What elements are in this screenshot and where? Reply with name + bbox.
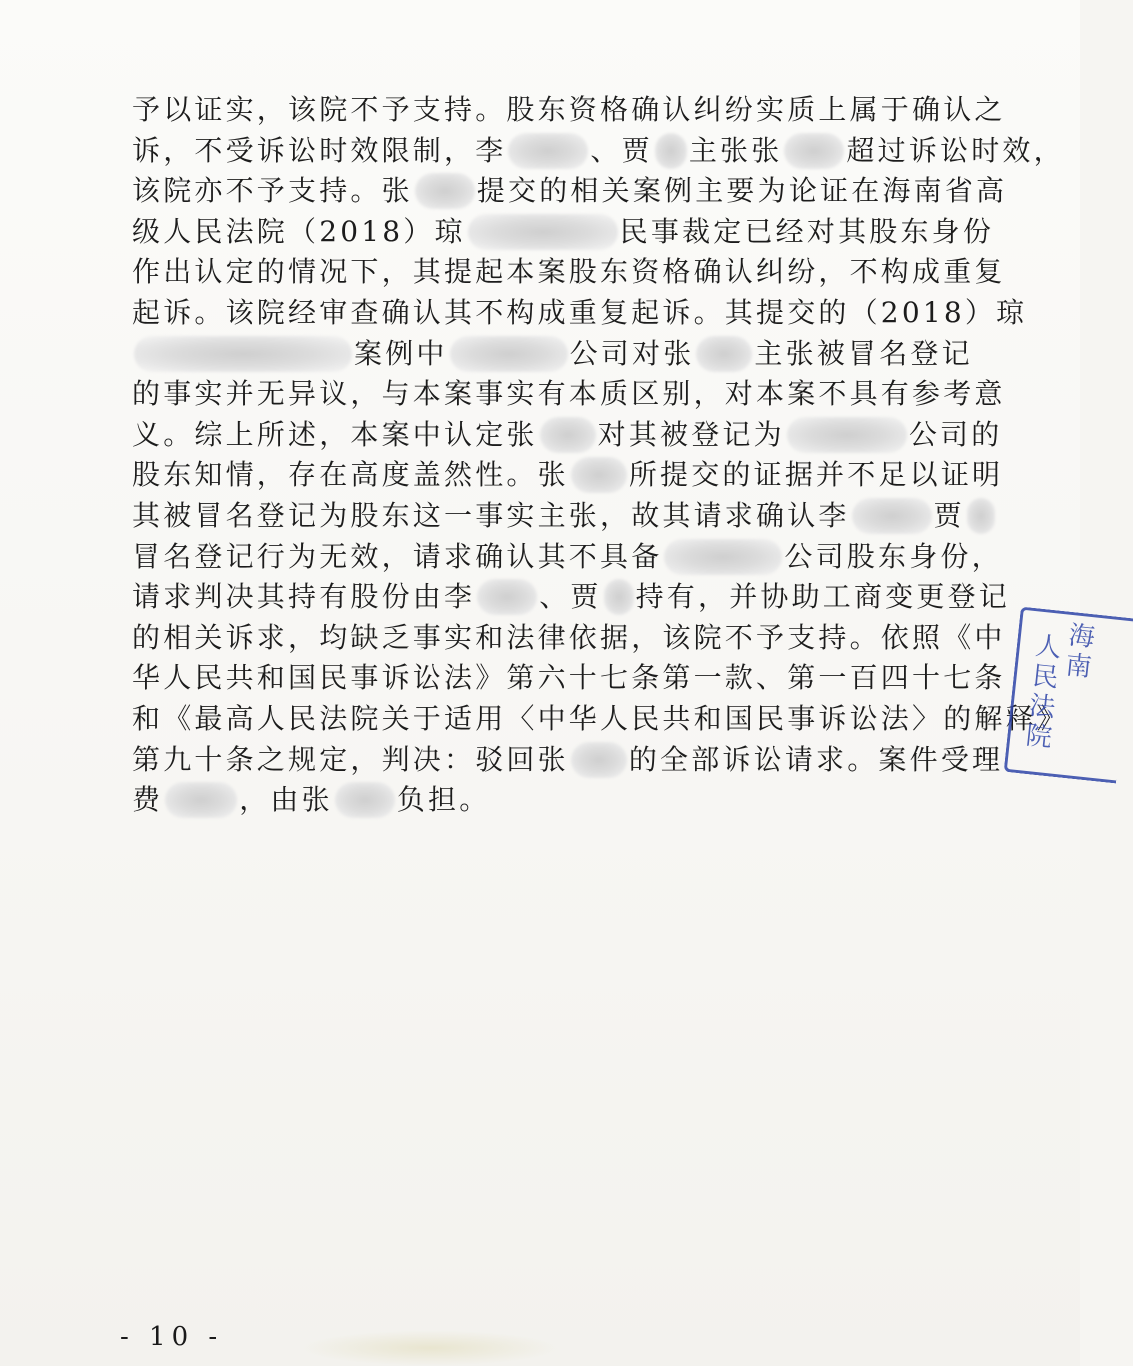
- redaction-blur: [450, 336, 568, 372]
- text-segment: 公司股东身份，: [784, 539, 1003, 573]
- text-line: [132, 415, 1002, 455]
- text-line: [132, 577, 1010, 617]
- seal-text-1: 海南: [1059, 620, 1096, 684]
- text-line: [132, 699, 1068, 739]
- text-segment: 持有，并协助工商变更登记: [635, 580, 1011, 614]
- text-segment: 第九十条之规定，判决：驳回张: [132, 742, 569, 776]
- text-line: [132, 171, 1007, 211]
- text-segment: 主张张: [688, 133, 783, 167]
- text-segment: 华人民共和国民事诉讼法》第六十七条第一款、第一百四十七条: [132, 661, 1006, 695]
- redaction-blur: [604, 579, 634, 615]
- text-segment: 该院亦不予支持。张: [132, 174, 413, 208]
- text-segment: 负担。: [396, 783, 491, 817]
- text-segment: 诉，不受诉讼时效限制，李: [132, 133, 507, 167]
- text-line: [132, 740, 1003, 780]
- text-line: [132, 90, 1006, 130]
- text-segment: 冒名登记行为无效，请求确认其不具备: [132, 539, 663, 573]
- text-segment: 主张被冒名登记: [754, 336, 973, 370]
- text-line: [132, 212, 994, 252]
- text-line: [132, 618, 1006, 658]
- text-segment: 级人民法院（2018）琼: [132, 214, 466, 248]
- redaction-blur: [415, 173, 475, 209]
- text-segment: 股东知情，存在高度盖然性。张: [132, 458, 569, 492]
- text-segment: 的相关诉求，均缺乏事实和法律依据，该院不予支持。依照《中: [132, 620, 1006, 654]
- redaction-blur: [696, 336, 752, 372]
- seal-text-2: 人民法院: [1019, 630, 1063, 754]
- redaction-blur: [571, 742, 627, 778]
- redaction-blur: [664, 539, 782, 575]
- text-segment: 、贾: [539, 580, 602, 614]
- redaction-blur: [655, 133, 687, 169]
- text-segment: 予以证实，该院不予支持。股东资格确认纠纷实质上属于确认之: [132, 93, 1006, 126]
- redaction-blur: [571, 457, 627, 493]
- scan-shadow: [300, 1330, 560, 1366]
- text-segment: 、贾: [590, 133, 653, 167]
- text-segment: 起诉。该院经审查确认其不构成重复起诉。其提交的（2018）琼: [132, 296, 1028, 329]
- text-segment: 提交的相关案例主要为论证在海南省高: [476, 174, 1008, 208]
- text-line: [132, 455, 1003, 495]
- text-segment: ，由张: [239, 783, 333, 817]
- text-segment: 民事裁定已经对其股东身份: [619, 214, 995, 248]
- court-seal-stamp: [1004, 607, 1133, 784]
- text-line: [132, 334, 973, 374]
- text-segment: 作出认定的情况下，其提起本案股东资格确认纠纷，不构成重复: [132, 255, 1006, 289]
- redaction-blur: [784, 133, 844, 169]
- redaction-blur: [335, 782, 395, 818]
- text-line: [132, 496, 997, 536]
- text-segment: 的事实并无异议，与本案事实有本质区别，对本案不具有参考意: [132, 377, 1006, 411]
- text-line: [132, 293, 1027, 333]
- text-segment: 费: [132, 783, 164, 817]
- page-number: - 10 -: [120, 1322, 224, 1352]
- text-segment: 公司对张: [569, 336, 695, 370]
- redaction-blur: [134, 336, 352, 372]
- text-segment: 贾: [933, 499, 965, 532]
- redaction-blur: [508, 133, 588, 169]
- text-segment: 请求判决其持有股份由李: [132, 580, 476, 614]
- redaction-blur: [165, 782, 237, 818]
- text-segment: 所提交的证据并不足以证明: [628, 458, 1004, 492]
- text-line: [132, 537, 1003, 577]
- redaction-blur: [967, 498, 995, 534]
- text-line: [132, 780, 490, 820]
- redaction-blur: [787, 417, 907, 453]
- redaction-blur: [540, 417, 596, 453]
- text-segment: 案例中: [354, 336, 448, 370]
- text-segment: 超过诉讼时效，: [846, 133, 1065, 167]
- text-line: [132, 658, 1006, 698]
- text-segment: 其被冒名登记为股东这一事实主张，故其请求确认李: [132, 499, 850, 532]
- text-segment: 对其被登记为: [597, 417, 785, 451]
- text-line: [132, 131, 1065, 171]
- text-line: [132, 374, 1006, 414]
- text-segment: 义。综上所述，本案中认定张: [132, 417, 538, 451]
- text-segment: 的全部诉讼请求。案件受理: [628, 742, 1004, 776]
- redaction-blur: [477, 579, 537, 615]
- text-segment: 和《最高人民法院关于适用〈中华人民共和国民事诉讼法〉的解释》: [132, 702, 1069, 735]
- text-segment: 公司的: [908, 417, 1003, 451]
- redaction-blur: [468, 214, 618, 250]
- redaction-blur: [852, 498, 932, 534]
- text-line: [132, 252, 1006, 292]
